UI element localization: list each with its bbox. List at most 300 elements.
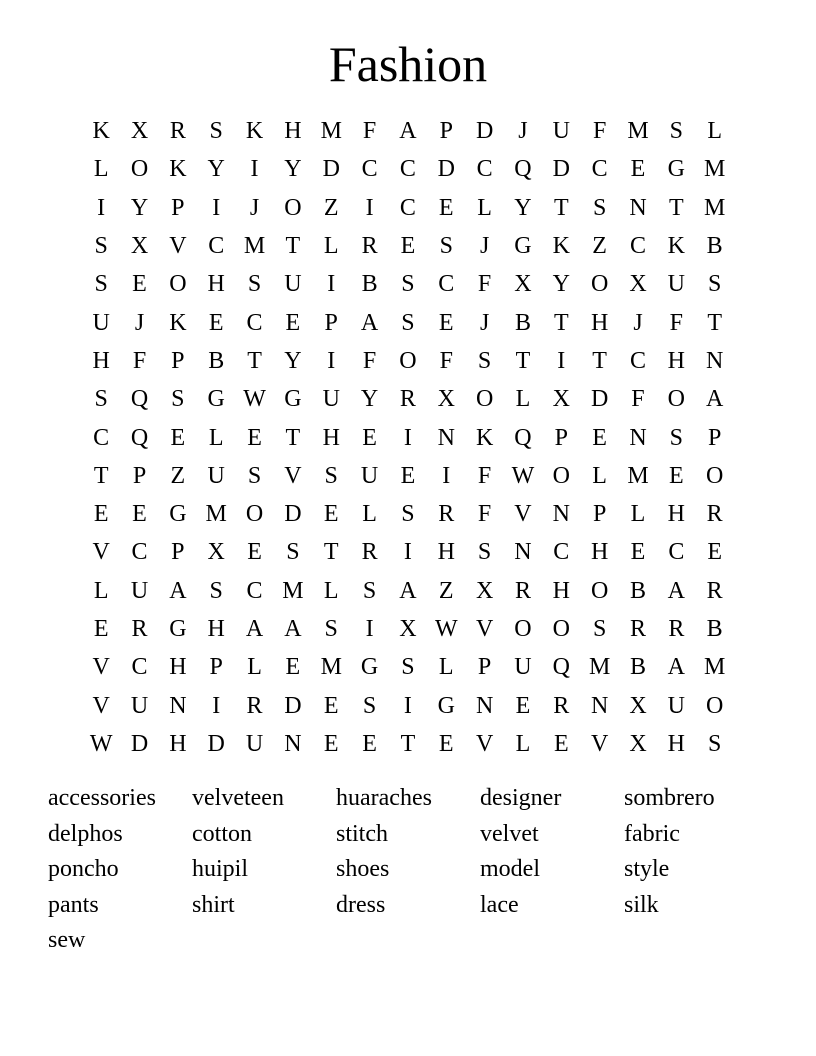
grid-letter: U [130,692,149,719]
grid-letter: T [553,309,569,336]
grid-letter: G [169,616,187,642]
grid-letter: N [629,194,647,221]
grid-letter: H [667,501,685,528]
grid-letter: S [247,462,262,489]
grid-letter: M [588,654,611,681]
grid-letter: O [590,577,609,604]
grid-letter: F [477,462,492,489]
grid-letter: R [514,577,531,604]
grid-letter: H [590,309,609,336]
grid-letter: P [171,194,185,221]
grid-letter: P [439,118,453,145]
grid-letter: E [208,309,224,336]
grid-letter: V [92,654,110,681]
grid-letter: T [553,194,569,221]
grid-letter: N [284,730,302,757]
grid-letter: B [629,654,646,681]
grid-letter: J [249,194,260,221]
grid-letter: H [169,654,187,681]
grid-letter: C [399,194,416,221]
grid-letter: E [438,194,454,221]
grid-letter: S [401,501,415,528]
grid-letter: P [477,654,492,681]
grid-letter: C [131,539,148,566]
grid-letter: R [668,616,685,642]
grid-letter: D [207,730,225,757]
grid-letter: O [590,271,609,298]
grid-letter: C [476,156,493,183]
grid-letter: K [169,309,187,336]
word-list-item: fabric [624,820,680,847]
grid-row [82,725,734,763]
grid-letter: M [320,118,342,145]
word-list-item: designer [480,785,562,811]
grid-row [82,610,734,648]
grid-letter: I [365,616,374,642]
grid-letter: X [130,118,149,145]
grid-letter: S [477,539,492,566]
word-list-item: sew [48,927,86,954]
grid-letter: J [518,118,528,145]
grid-letter: A [399,118,417,145]
grid-letter: Y [130,194,149,221]
grid-letter: F [477,271,492,298]
grid-letter: L [515,386,531,413]
grid-letter: V [475,730,494,757]
grid-letter: P [324,309,338,336]
grid-letter: T [668,194,684,221]
grid-letter: N [629,424,647,451]
grid-letter: O [399,347,417,374]
grid-letter: W [434,616,458,642]
grid-letter: H [207,271,225,298]
grid-letter: I [403,424,412,451]
grid-letter: B [514,309,531,336]
grid-letter: S [324,616,338,642]
grid-letter: D [284,692,302,719]
grid-letter: Y [360,386,379,413]
grid-letter: L [592,462,607,489]
grid-letter: S [592,194,607,221]
grid-letter: S [94,386,108,413]
grid-letter: V [92,539,110,566]
grid-letter: E [132,501,147,528]
grid-letter: F [362,347,377,374]
grid-letter: E [515,692,531,719]
grid-letter: N [706,347,724,374]
grid-letter: L [208,424,224,451]
grid-letter: R [246,692,263,719]
grid-letter: N [552,501,570,528]
grid-letter: U [245,730,264,757]
grid-row [82,495,734,533]
grid-letter: C [553,539,570,566]
grid-letter: E [668,462,684,489]
word-list-item: pants [48,891,99,918]
grid-letter: S [707,271,722,298]
grid-letter: V [284,462,302,489]
grid-letter: D [130,730,149,757]
grid-letter: O [552,462,570,489]
grid-letter: R [361,233,378,260]
grid-letter: L [93,577,109,604]
grid-letter: R [553,692,570,719]
grid-letter: Z [170,462,186,489]
grid-letter: H [169,730,187,757]
grid-letter: S [362,692,377,719]
grid-letter: I [327,271,336,298]
grid-letter: J [134,309,145,336]
word-list-item: shirt [192,891,235,918]
grid-letter: Z [323,194,339,221]
grid-letter: T [247,347,262,374]
grid-letter: Q [130,424,149,451]
grid-letter: C [246,309,263,336]
grid-letter: P [592,501,607,528]
page-title: Fashion [328,36,488,92]
grid-letter: X [437,386,455,413]
grid-row [82,303,734,341]
grid-letter: C [399,156,416,183]
grid-letter: R [629,616,646,642]
grid-letter: E [630,156,646,183]
grid-letter: I [97,194,106,221]
grid-letter: X [629,692,647,719]
grid-letter: Q [514,424,532,451]
grid-letter: S [209,118,223,145]
grid-letter: V [590,730,609,757]
grid-letter: W [243,386,266,413]
grid-letter: H [590,539,609,566]
grid-letter: D [590,386,609,413]
word-list-item: accessories [48,785,156,811]
grid-letter: E [285,309,301,336]
grid-letter: G [437,692,455,719]
grid-letter: G [514,233,532,260]
grid-letter: N [590,692,609,719]
letter-grid [82,112,734,763]
grid-letter: A [667,654,685,681]
grid-letter: G [667,156,685,183]
grid-letter: P [209,654,223,681]
grid-letter: O [706,692,724,719]
grid-letter: D [552,156,570,183]
word-list [48,781,778,959]
grid-letter: E [707,539,722,566]
word-list-item: lace [480,891,519,918]
grid-letter: O [514,616,532,642]
grid-letter: R [706,577,723,604]
grid-letter: J [479,309,490,336]
grid-letter: U [552,118,570,145]
grid-letter: E [285,654,301,681]
grid-letter: H [92,347,110,374]
grid-letter: E [323,730,339,757]
grid-letter: V [514,501,532,528]
grid-letter: O [667,386,685,413]
grid-letter: B [208,347,225,374]
grid-letter: L [515,730,531,757]
grid-letter: O [552,616,570,642]
grid-letter: X [629,271,647,298]
grid-letter: D [475,118,494,145]
grid-letter: L [323,233,339,260]
grid-letter: F [132,347,147,374]
grid-letter: E [362,730,377,757]
grid-letter: X [629,730,647,757]
grid-letter: E [400,462,416,489]
grid-letter: Q [552,654,570,681]
grid-letter: S [401,271,415,298]
grid-letter: Y [552,271,570,298]
grid-letter: Z [438,577,454,604]
grid-letter: I [442,462,451,489]
grid-letter: K [169,156,187,183]
grid-letter: A [706,386,724,413]
grid-letter: L [477,194,492,221]
grid-letter: E [362,424,377,451]
grid-letter: A [667,577,685,604]
grid-letter: P [171,347,185,374]
grid-letter: G [360,654,379,681]
grid-letter: P [707,424,722,451]
grid-letter: Q [514,156,532,183]
grid-letter: F [669,309,683,336]
word-list-item: silk [624,891,659,918]
grid-letter: E [93,501,109,528]
grid-letter: S [209,577,223,604]
grid-letter: H [322,424,340,451]
grid-letter: C [668,539,685,566]
grid-letter: S [439,233,453,260]
word-list-item: dress [336,891,386,918]
grid-letter: W [89,730,113,757]
grid-letter: H [207,616,225,642]
grid-letter: L [247,654,262,681]
grid-row [82,572,734,610]
grid-letter: U [207,462,225,489]
grid-letter: P [554,424,568,451]
grid-letter: O [475,386,494,413]
grid-letter: C [246,577,263,604]
word-list-item: sombrero [624,785,715,811]
grid-letter: E [323,501,339,528]
word-list-item: delphos [48,820,123,847]
grid-letter: X [475,577,494,604]
grid-row [82,189,734,227]
grid-letter: F [477,501,492,528]
grid-letter: R [169,118,186,145]
grid-letter: G [284,386,302,413]
grid-letter: W [511,462,535,489]
grid-row [82,265,734,303]
word-list-item: stitch [336,820,388,847]
grid-letter: N [475,692,494,719]
grid-letter: I [212,692,221,719]
grid-letter: S [94,233,108,260]
grid-letter: R [361,539,378,566]
grid-letter: S [286,539,300,566]
grid-row [82,380,734,418]
word-list-item: velveteen [192,785,284,811]
grid-row [82,533,734,571]
grid-letter: K [92,118,110,145]
grid-letter: T [515,347,531,374]
grid-letter: S [94,271,108,298]
grid-row [82,648,734,686]
grid-letter: T [323,539,339,566]
grid-letter: R [131,616,148,642]
grid-letter: O [706,462,724,489]
grid-letter: T [707,309,722,336]
grid-letter: U [360,462,379,489]
grid-letter: X [552,386,570,413]
grid-letter: I [212,194,221,221]
grid-letter: N [437,424,455,451]
grid-letter: Y [514,194,532,221]
grid-letter: Y [284,156,302,183]
grid-letter: T [93,462,109,489]
grid-letter: C [131,654,148,681]
grid-letter: Z [592,233,607,260]
grid-letter: V [475,616,494,642]
grid-letter: M [320,654,342,681]
grid-letter: R [438,501,455,528]
grid-letter: U [284,271,302,298]
grid-letter: C [629,233,646,260]
grid-letter: X [207,539,225,566]
grid-row [82,342,734,380]
grid-letter: O [169,271,187,298]
grid-letter: U [667,271,685,298]
grid-letter: K [667,233,685,260]
grid-letter: S [401,309,415,336]
grid-letter: S [247,271,262,298]
grid-letter: J [633,309,643,336]
grid-letter: E [132,271,147,298]
grid-letter: C [208,233,225,260]
grid-letter: Y [207,156,225,183]
grid-row [82,457,734,495]
grid-row [82,418,734,456]
grid-letter: D [284,501,302,528]
word-list-item: model [480,856,540,883]
grid-letter: L [323,577,339,604]
grid-letter: U [92,309,110,336]
grid-letter: O [130,156,149,183]
grid-letter: B [706,233,723,260]
grid-letter: G [207,386,225,413]
grid-letter: E [247,539,262,566]
grid-letter: S [669,424,683,451]
grid-letter: L [707,118,722,145]
grid-letter: H [284,118,302,145]
grid-letter: S [401,654,415,681]
grid-letter: B [361,271,378,298]
grid-letter: X [514,271,532,298]
grid-letter: I [327,347,336,374]
grid-letter: E [630,539,646,566]
grid-letter: I [250,156,259,183]
grid-letter: H [552,577,570,604]
grid-letter: P [171,539,185,566]
grid-letter: S [477,347,492,374]
grid-letter: S [362,577,377,604]
grid-row [82,686,734,724]
grid-letter: Y [284,347,302,374]
grid-letter: E [170,424,186,451]
word-list-item: cotton [192,820,252,847]
grid-letter: E [400,233,416,260]
grid-letter: S [171,386,185,413]
grid-letter: D [322,156,340,183]
grid-letter: S [592,616,607,642]
grid-letter: U [667,692,685,719]
grid-letter: C [629,347,646,374]
grid-letter: M [704,194,726,221]
grid-letter: L [93,156,109,183]
grid-letter: L [438,654,454,681]
grid-letter: S [707,730,722,757]
word-list-item: shoes [336,856,390,883]
grid-row [82,227,734,265]
grid-letter: N [169,692,187,719]
grid-letter: M [205,501,227,528]
grid-letter: B [706,616,723,642]
grid-letter: X [130,233,149,260]
grid-letter: F [592,118,607,145]
grid-letter: C [438,271,455,298]
grid-letter: U [322,386,340,413]
grid-letter: S [324,462,338,489]
grid-letter: V [92,692,110,719]
grid-letter: B [629,577,646,604]
grid-letter: U [514,654,532,681]
grid-letter: E [247,424,262,451]
grid-letter: D [437,156,455,183]
grid-letter: L [630,501,646,528]
grid-letter: E [592,424,607,451]
grid-letter: A [399,577,417,604]
word-list-item: huipil [192,856,249,883]
grid-letter: A [284,616,302,642]
grid-letter: T [285,233,301,260]
grid-letter: T [592,347,607,374]
grid-letter: O [284,194,302,221]
grid-letter: E [438,730,454,757]
grid-row [82,112,734,150]
grid-letter: U [130,577,149,604]
grid-letter: A [360,309,379,336]
grid-letter: R [399,386,416,413]
grid-letter: O [245,501,264,528]
grid-letter: M [243,233,266,260]
grid-letter: T [285,424,301,451]
grid-letter: S [669,118,683,145]
grid-letter: P [132,462,147,489]
grid-letter: K [552,233,570,260]
grid-letter: Q [130,386,149,413]
grid-letter: N [514,539,532,566]
grid-letter: M [627,118,649,145]
grid-letter: I [557,347,566,374]
grid-letter: H [437,539,455,566]
grid-letter: A [169,577,187,604]
word-list-item: style [624,856,670,883]
grid-letter: K [475,424,494,451]
word-list-item: poncho [48,856,119,883]
grid-letter: I [403,539,412,566]
